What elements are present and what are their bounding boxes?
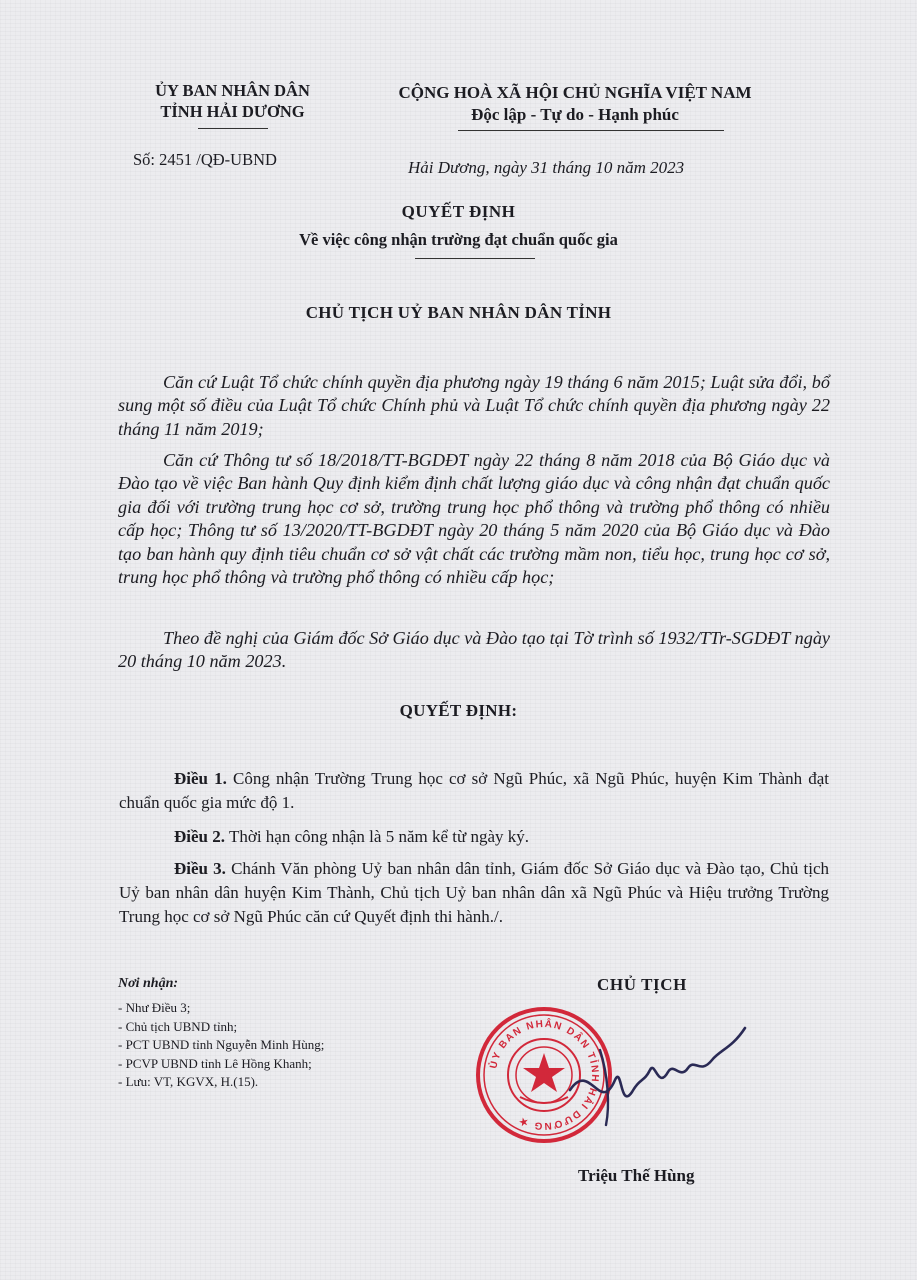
- recipient-item: - Chủ tịch UBND tỉnh;: [118, 1018, 238, 1034]
- recipients-list: [118, 999, 324, 1092]
- article-3-label: Điều 3.: [174, 859, 226, 878]
- document-date: Hải Dương, ngày 31 tháng 10 năm 2023: [408, 158, 685, 177]
- agency-line-1: ỦY BAN NHÂN DÂN: [155, 81, 310, 100]
- nation-line-1: CỘNG HOÀ XÃ HỘI CHỦ NGHĨA VIỆT NAM: [398, 83, 752, 102]
- preamble-text-3: Theo đề nghị của Giám đốc Sở Giáo dục và Đào tạo tại Tờ trình số 1932/TTr-SGDĐT ngày 20 tháng 10 năm 2023.: [118, 628, 830, 672]
- preamble-text-2: Căn cứ Thông tư số 18/2018/TT-BGDĐT ngày 22 tháng 8 năm 2018 của Bộ Giáo dục và Đào tạo về việc Ban hành Quy định kiểm định chất lượng giáo dục và công nhận đạt chuẩn quốc gia đối với trường trung học cơ sở, trường trung học phổ thông và trường phổ thông có nhiều cấp học; Thông tư số 13/2020/TT-BGDĐT ngày 20 tháng 5 năm 2020 của Bộ Giáo dục và Đào tạo ban hành quy định tiêu chuẩn cơ sở vật chất các trường mầm non, tiểu học, trung học cơ sở, trung học phổ thông và trường phổ thông có nhiều cấp học;: [118, 450, 830, 588]
- recipients-title: Nơi nhận:: [118, 976, 179, 991]
- article-1: [119, 767, 829, 815]
- national-heading: [355, 82, 795, 126]
- recipient-item: - Lưu: VT, KGVX, H.(15).: [118, 1074, 259, 1089]
- preamble-paragraph-3: [118, 627, 830, 674]
- article-2-text: Thời hạn công nhận là 5 năm kể từ ngày ký.: [228, 827, 530, 846]
- recipient-item: - PCVP UBND tỉnh Lê Hồng Khanh;: [118, 1055, 312, 1071]
- document-number: Số: 2451 /QĐ-UBND: [133, 150, 277, 169]
- article-3-text: Chánh Văn phòng Uỷ ban nhân dân tỉnh, Giám đốc Sở Giáo dục và Đào tạo, Chủ tịch Uỷ ban nhân dân huyện Kim Thành, Chủ tịch Uỷ ban nhân dân xã Ngũ Phúc và Hiệu trưởng Trường Trung học cơ sở Ngũ Phúc căn cứ Quyết định thi hành./.: [119, 859, 830, 926]
- signer-name: Triệu Thế Hùng: [578, 1166, 695, 1185]
- agency-line-2: TỈNH HẢI DƯƠNG: [160, 102, 305, 121]
- document-subject: Về việc công nhận trường đạt chuẩn quốc gia: [299, 230, 618, 249]
- signer-position: CHỦ TỊCH: [597, 975, 687, 994]
- document-title: QUYẾT ĐỊNH: [401, 202, 516, 221]
- decision-heading: QUYẾT ĐỊNH:: [399, 701, 518, 720]
- issuing-agency: [120, 80, 345, 122]
- preamble-paragraph-2: [118, 449, 830, 589]
- motto-underline: [458, 130, 724, 131]
- svg-text:ỦY BAN NHÂN DÂN TỈNH HẢI DƯƠNG: ỦY BAN NHÂN DÂN TỈNH HẢI DƯƠNG ★: [488, 1018, 601, 1132]
- nation-motto: Độc lập - Tự do - Hạnh phúc: [471, 105, 679, 124]
- article-3: [119, 857, 829, 928]
- preamble-text-1: Căn cứ Luật Tổ chức chính quyền địa phương ngày 19 tháng 6 năm 2015; Luật sửa đổi, bổ sung một số điều của Luật Tổ chức Chính phủ và Luật Tổ chức chính quyền địa phương ngày 22 tháng 11 năm 2019;: [118, 372, 830, 439]
- article-1-label: Điều 1.: [174, 769, 227, 788]
- article-2: [119, 825, 829, 849]
- preamble-paragraph-1: [118, 371, 830, 441]
- handwritten-signature-icon: [560, 1020, 750, 1130]
- subject-underline: [415, 258, 535, 259]
- agency-underline: [198, 128, 268, 129]
- article-1-text: Công nhận Trường Trung học cơ sở Ngũ Phúc, xã Ngũ Phúc, huyện Kim Thành đạt chuẩn quốc gia mức độ 1.: [119, 769, 830, 812]
- recipient-item: - Như Điều 3;: [118, 1000, 191, 1015]
- recipient-item: - PCT UBND tỉnh Nguyễn Minh Hùng;: [118, 1037, 325, 1052]
- issuing-authority: CHỦ TỊCH UỶ BAN NHÂN DÂN TỈNH: [305, 303, 612, 322]
- article-2-label: Điều 2.: [174, 827, 225, 846]
